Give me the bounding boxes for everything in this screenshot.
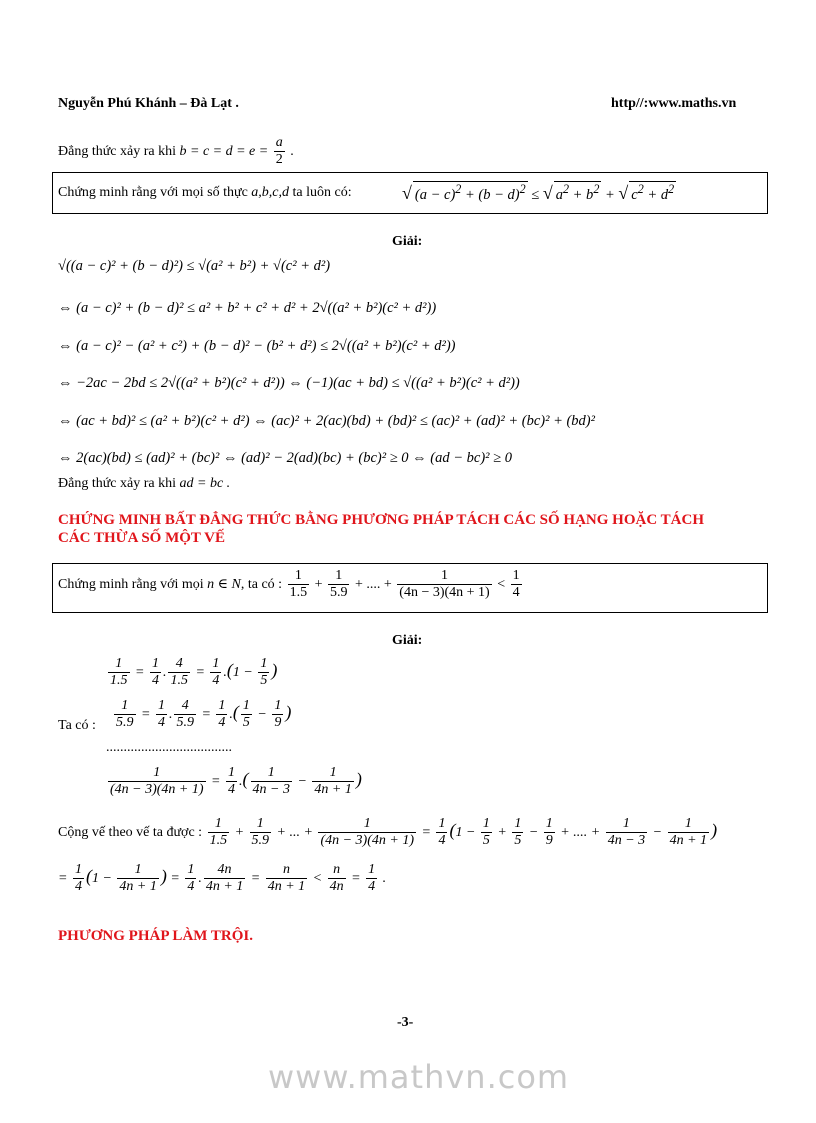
equality-expr: b = c = d = e =: [179, 143, 269, 159]
watermark: www.mathvn.com: [268, 1058, 570, 1096]
solution-1-line-5: ⇔ (ac + bd)² ≤ (a² + b²)(c² + d²) ⇔ (ac)² + 2(ac)(bd) + (bd)² ≤ (ac)² + (ad)² + (bc)² + (bd)²: [58, 413, 595, 429]
dots-row: ....................................: [106, 740, 232, 755]
taco-label: Ta có :: [58, 718, 96, 733]
problem-2-statement: Chứng minh rằng với mọi n ∈ N, ta có : $\frac{1}{1.5}$ + $\frac{1}{5.9}$ + .... + $\frac{1}{(4n - 3)(4n + 1)}$ < $\frac{1}{4}$: [58, 568, 520, 601]
solution-1-line-3: ⇔ (a − c)² − (a² + c²) + (b − d)² − (b² + d²) ≤ 2√((a² + b²)(c² + d²)): [58, 338, 456, 354]
problem-1-vars: a,b,c,d: [251, 185, 290, 200]
solution-2-title: Giải:: [392, 633, 423, 648]
problem-1-text: Chứng minh rằng với mọi số thực: [58, 185, 248, 200]
header-site: http//:www.maths.vn: [611, 96, 737, 111]
equality-line-1: Đẳng thức xảy ra khi b = c = d = e = $\frac{a}{2}$ .: [58, 135, 294, 168]
equality-fraction: $\frac{a}{2}$: [275, 135, 283, 168]
problem-1-statement: [58, 185, 352, 201]
solution-1-line-4: ⇔ −2ac − 2bd ≤ 2√((a² + b²)(c² + d²)) ⇔ (−1)(ac + bd) ≤ √((a² + b²)(c² + d²)): [58, 375, 520, 391]
problem-1-inequality: √ $(a - c)^2 + (b - d)^2$ ≤ √ $a^2 + b^2$ + √ $c^2 + d^2$: [402, 182, 675, 203]
solution-1-line-2: ⇔ (a − c)² + (b − d)² ≤ a² + b² + c² + d² + 2√((a² + b²)(c² + d²)): [58, 300, 437, 316]
solution-2-row-1: $\frac{1}{1.5}$ = $\frac{1}{4}$ . $\frac{4}{1.5}$ = $\frac{1}{4}$ .(1 − $\frac{1}{5}$ ): [110, 656, 278, 689]
method-title: PHƯƠNG PHÁP LÀM TRỘI.: [58, 928, 253, 944]
section-title-line-1: CHỨNG MINH BẤT ĐẲNG THỨC BẰNG PHƯƠNG PHÁP TÁCH CÁC SỐ HẠNG HOẶC TÁCH: [58, 512, 705, 528]
solution-1-line-6: ⇔ 2(ac)(bd) ≤ (ad)² + (bc)² ⇔ (ad)² − 2(ad)(bc) + (bc)² ≥ 0 ⇔ (ad − bc)² ≥ 0: [58, 450, 512, 466]
solution-1-equality: Đẳng thức xảy ra khi ad = bc .: [58, 476, 231, 491]
solution-2-row-2: $\frac{1}{5.9}$ = $\frac{1}{4}$ . $\frac{4}{5.9}$ = $\frac{1}{4}$ .( $\frac{1}{5}$ − $\frac{1}{9}$ ): [116, 698, 292, 731]
congve-row: Cộng vế theo vế ta được : $\frac{1}{1.5}$ + $\frac{1}{5.9}$ + ... + $\frac{1}{(4n - 3)(4n + 1)}$ = $\frac{1}{4}$ (1 − $\frac{1}{5}$ + $\frac{1}{5}$ − $\frac{1}{9}$ + .... + $\frac{1}{4n - 3}$ − $\frac{1}{4n + 1}$ ): [58, 816, 718, 849]
solution-1-title: Giải:: [392, 234, 423, 249]
solution-2-row-3: $\frac{1}{(4n - 3)(4n + 1)}$ = $\frac{1}{4}$ .( $\frac{1}{4n - 3}$ − $\frac{1}{4n + 1}$ ): [110, 765, 362, 798]
problem-1-text2: ta luôn có:: [292, 185, 352, 200]
header-author: Nguyễn Phú Khánh – Đà Lạt .: [58, 96, 239, 111]
final-row: = $\frac{1}{4}$ (1 − $\frac{1}{4n + 1}$ ) = $\frac{1}{4}$ . $\frac{4n}{4n + 1}$ = $\frac{n}{4n + 1}$ < $\frac{n}{4n}$ = $\frac{1}{4}$ .: [58, 862, 387, 895]
equality-text: Đẳng thức xảy ra khi: [58, 143, 176, 159]
page-number: -3-: [397, 1015, 414, 1030]
section-title-line-2: CÁC THỪA SỐ MỘT VẾ: [58, 530, 225, 546]
solution-1-line-1: √((a − c)² + (b − d)²) ≤ √(a² + b²) + √(c² + d²): [58, 258, 331, 274]
